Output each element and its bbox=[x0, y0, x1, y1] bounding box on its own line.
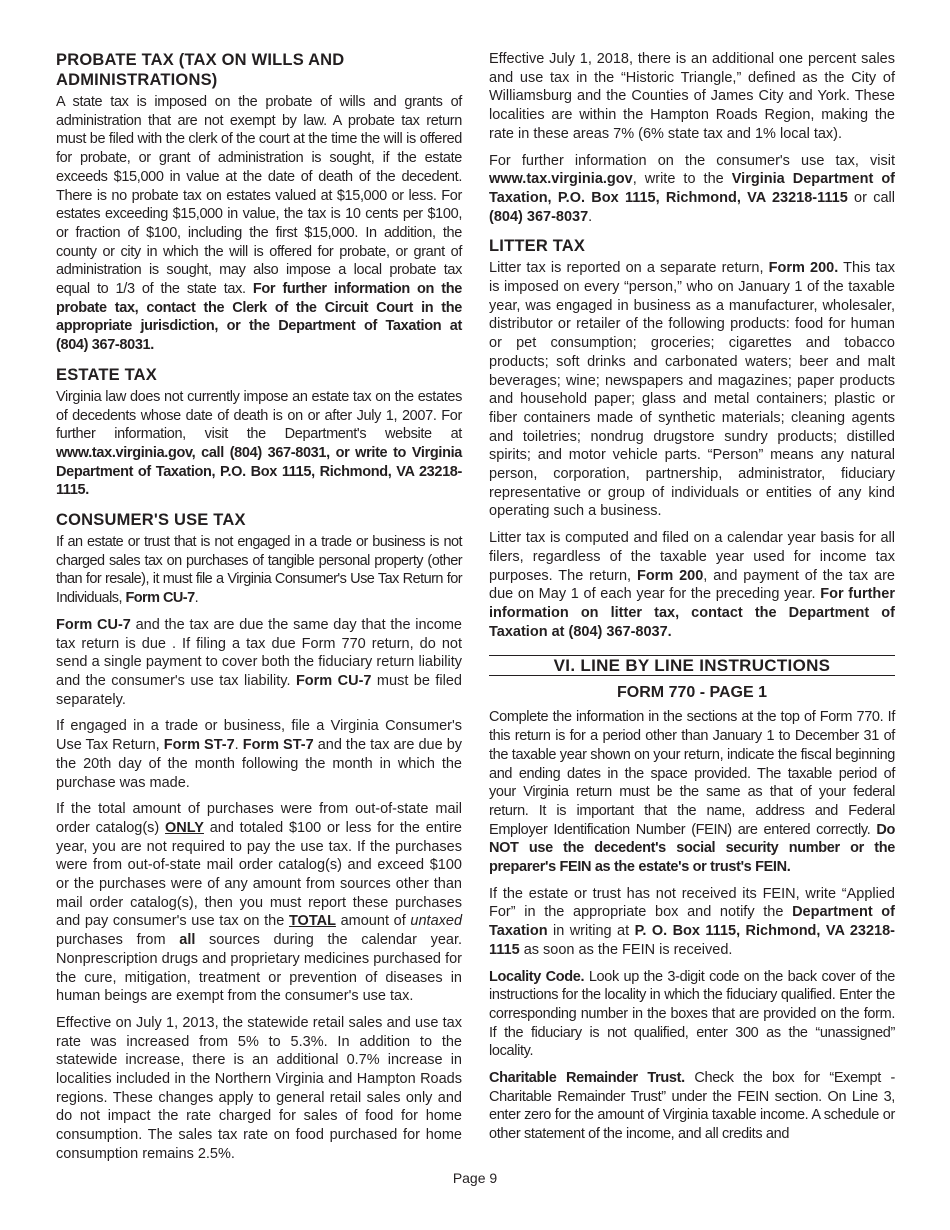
complete-info-paragraph: Complete the information in the sections at the top of Form 770. If this return is for a period other than January 1 to December 31 of the taxable year shown on your return, indicate the fiscal beginning and ending dates in the space provided. The taxable period of your Virginia return must be the same as that of your federal return. It is important that the name, address and Federal Employer Identification Number (FEIN) are entered correctly. Do NOT use the decedent's social security number or the preparer's FEIN as the estate's or trust's FEIN. bbox=[489, 709, 895, 876]
probate-tax-heading: PROBATE TAX (TAX ON WILLS AND ADMINISTRATIONS) bbox=[56, 51, 345, 89]
consumer-paragraph-5: Effective on July 1, 2013, the statewide retail sales and use tax rate was increased from 5% to 5.3%. In addition to the statewide increase, there is an additional 0.7% increase in localities included in the Northern Virginia and Hampton Roads regions. These changes apply to general retail sales only and do not impact the rate charged for sales of food for home consumption. The sales tax rate on food purchased for home consumption remains 2.5%. bbox=[56, 1014, 462, 1162]
fein-paragraph: If the estate or trust has not received its FEIN, write “Applied For” in the appropriate box and notify the Department of Taxation in writing at P. O. Box 1115, Richmond, VA 23218-1115 as soon as the FEIN is received. bbox=[489, 885, 895, 958]
consumer-paragraph-4: If the total amount of purchases were from out-of-state mail order catalog(s) ONLY and totaled $100 or less for the entire year, you are not required to pay the use tax. If the purchases were from out-of-state mail order catalog(s) and exceed $100 or the purchases were of any amount from sources other than mail order catalog(s), then you must report these purchases and pay consumer's use tax on the TOTAL amount of untaxed purchases from all sources during the calendar year. Nonprescription drugs and proprietary medicines purchased for the cure, mitigation, treatment or prevention of diseases in human beings are exempt from the consumer's use tax. bbox=[56, 801, 463, 1005]
form-770-page-1-heading: FORM 770 - PAGE 1 bbox=[617, 684, 767, 702]
consumer-paragraph-3: If engaged in a trade or business, file a Virginia Consumer's Use Tax Return, Form ST-7. Form ST-7 and the tax are due by the 20th day of the month following the month in which the purchase was made. bbox=[56, 718, 463, 791]
consumers-use-tax-heading: CONSUMER'S USE TAX bbox=[56, 511, 246, 530]
estate-tax-paragraph: Virginia law does not currently impose an estate tax on the estates of decedents whose date of death is on or after July 1, 2007. For further information, visit the Department's website at www.tax.virginia.gov, call (804) 367-8031, or write to Virginia Department of Taxation, P.O. Box 1115, Richmond, VA 23218-1115. bbox=[56, 388, 462, 499]
consumer-paragraph-2: Form CU-7 and the tax are due the same day that the income tax return is due . If filing a tax due Form 770 return, do not send a single payment to cover both the fiduciary return liability and the consumer's use tax liability. Form CU-7 must be filed separately. bbox=[56, 616, 462, 708]
litter-paragraph-2: Litter tax is computed and filed on a calendar year basis for all filers, regardless of the taxable year used for income tax purposes. The return, Form 200, and payment of the tax are due on May 1 of each year for the preceding year. For further information on litter tax, contact the Department of Taxation at (804) 367-8037. bbox=[489, 530, 895, 640]
page-number: Page 9 bbox=[452, 1170, 498, 1186]
probate-tax-paragraph: A state tax is imposed on the probate of wills and grants of administration that are not exempt by law. A probate tax return must be filed with the clerk of the court at the time the will is offered for probate, or grant of administration is sought, if the estate exceeds $15,000 in value at the date of death of the decedent. There is no probate tax on estates valued at $15,000 or less. For estates exceeding $15,000 in value, the tax is 10 cents per $100, or fraction of $100, including the first $15,000. In addition, the county or city in which the will is offered for probate, or grant of administration is sought, may also impose a local probate tax equal to 1/3 of the state tax. For further information on the probate tax, contact the Clerk of the Circuit Court in the appropriate jurisdiction, or the Department of Taxation at (804) 367-8031. bbox=[56, 94, 462, 354]
consumer-info-paragraph: For further information on the consumer's use tax, visit www.tax.virginia.gov, write to the Virginia Department of Taxation, P.O. Box 1115, Richmond, VA 23218-1115 or call (804) 367-8037. bbox=[489, 152, 896, 225]
estate-tax-heading: ESTATE TAX bbox=[56, 365, 157, 384]
litter-paragraph-1: Litter tax is reported on a separate return, Form 200. This tax is imposed on every “person,” who on January 1 of the taxable year, was engaged in business as a manufacturer, wholesaler, distributor or retailer of the following products: food for human or pet consumption; groceries; cigarettes and tobacco products; soft drinks and carbonated waters; beer and malt beverages; wine; newspapers and magazines; paper products and household paper; glass and metal containers; plastic or fiber containers made of synthetic materials; cleaning agents and toiletries; nondrug drugstore sundry products; distilled spirits; and motor vehicle parts. “Person” means any natural person, corporation, partnership, administrator, fiduciary representative or group of individuals or entities of any kind operating such a business. bbox=[489, 260, 896, 520]
litter-tax-heading: LITTER TAX bbox=[489, 237, 586, 256]
section-title-banner: VI. LINE BY LINE INSTRUCTIONS bbox=[489, 655, 895, 676]
locality-code-paragraph: Locality Code. Look up the 3-digit code on the back cover of the instructions for the locality in which the fiduciary qualified. Enter the corresponding number in the boxes that are provided on the form. If the fiduciary is not qualified, enter 300 as the “unassigned” locality. bbox=[489, 968, 895, 1060]
historic-triangle-paragraph: Effective July 1, 2018, there is an additional one percent sales and use tax in the “Historic Triangle,” defined as the City of Williamsburg and the Counties of James City and York. These localities are within the Hampton Roads Region, making the rate in these areas 7% (6% state tax and 1% local tax). bbox=[489, 51, 895, 142]
right-column bbox=[489, 50, 895, 1152]
consumer-paragraph-1: If an estate or trust that is not engaged in a trade or business is not charged sales tax on purchases of tangible personal property (other than for resale), it must file a Virginia Consumer's Use Tax Return for Individuals, Form CU-7. bbox=[56, 534, 462, 607]
left-column bbox=[56, 50, 462, 1172]
charitable-remainder-trust-paragraph: Charitable Remainder Trust. Check the box for “Exempt - Charitable Remainder Trust” under the FEIN section. On Line 3, enter zero for the amount of Virginia taxable income. A schedule or other statement of the income, and all credits and bbox=[489, 1070, 895, 1143]
